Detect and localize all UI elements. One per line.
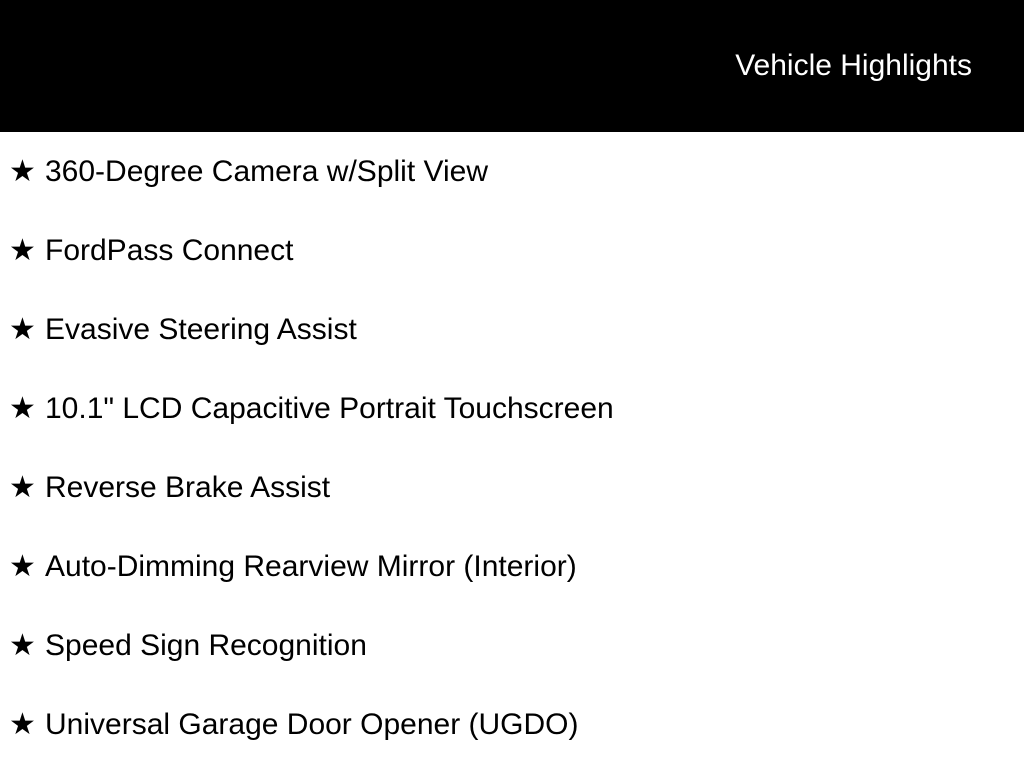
feature-label: Reverse Brake Assist	[45, 470, 331, 504]
list-item	[0, 369, 1024, 448]
star-bullet-icon: ★	[9, 391, 36, 425]
star-bullet-icon: ★	[9, 470, 36, 504]
feature-label: 10.1" LCD Capacitive Portrait Touchscreen	[45, 391, 614, 425]
list-item	[0, 211, 1024, 290]
list-item	[0, 290, 1024, 369]
list-item	[0, 685, 1024, 764]
page-title: Vehicle Highlights	[735, 49, 972, 82]
feature-label: FordPass Connect	[45, 233, 294, 267]
feature-label: 360-Degree Camera w/Split View	[45, 154, 488, 188]
star-bullet-icon: ★	[9, 707, 36, 741]
star-bullet-icon: ★	[9, 233, 36, 267]
star-bullet-icon: ★	[9, 628, 36, 662]
vehicle-highlights-list	[0, 132, 1024, 764]
feature-label: Evasive Steering Assist	[45, 312, 357, 346]
list-item	[0, 448, 1024, 527]
list-item	[0, 132, 1024, 211]
list-item	[0, 606, 1024, 685]
star-bullet-icon: ★	[9, 549, 36, 583]
star-bullet-icon: ★	[9, 312, 36, 346]
list-item	[0, 527, 1024, 606]
header-banner	[0, 0, 1024, 132]
feature-label: Speed Sign Recognition	[45, 628, 367, 662]
star-bullet-icon: ★	[9, 154, 36, 188]
feature-label: Auto-Dimming Rearview Mirror (Interior)	[45, 549, 577, 583]
feature-label: Universal Garage Door Opener (UGDO)	[45, 707, 579, 741]
